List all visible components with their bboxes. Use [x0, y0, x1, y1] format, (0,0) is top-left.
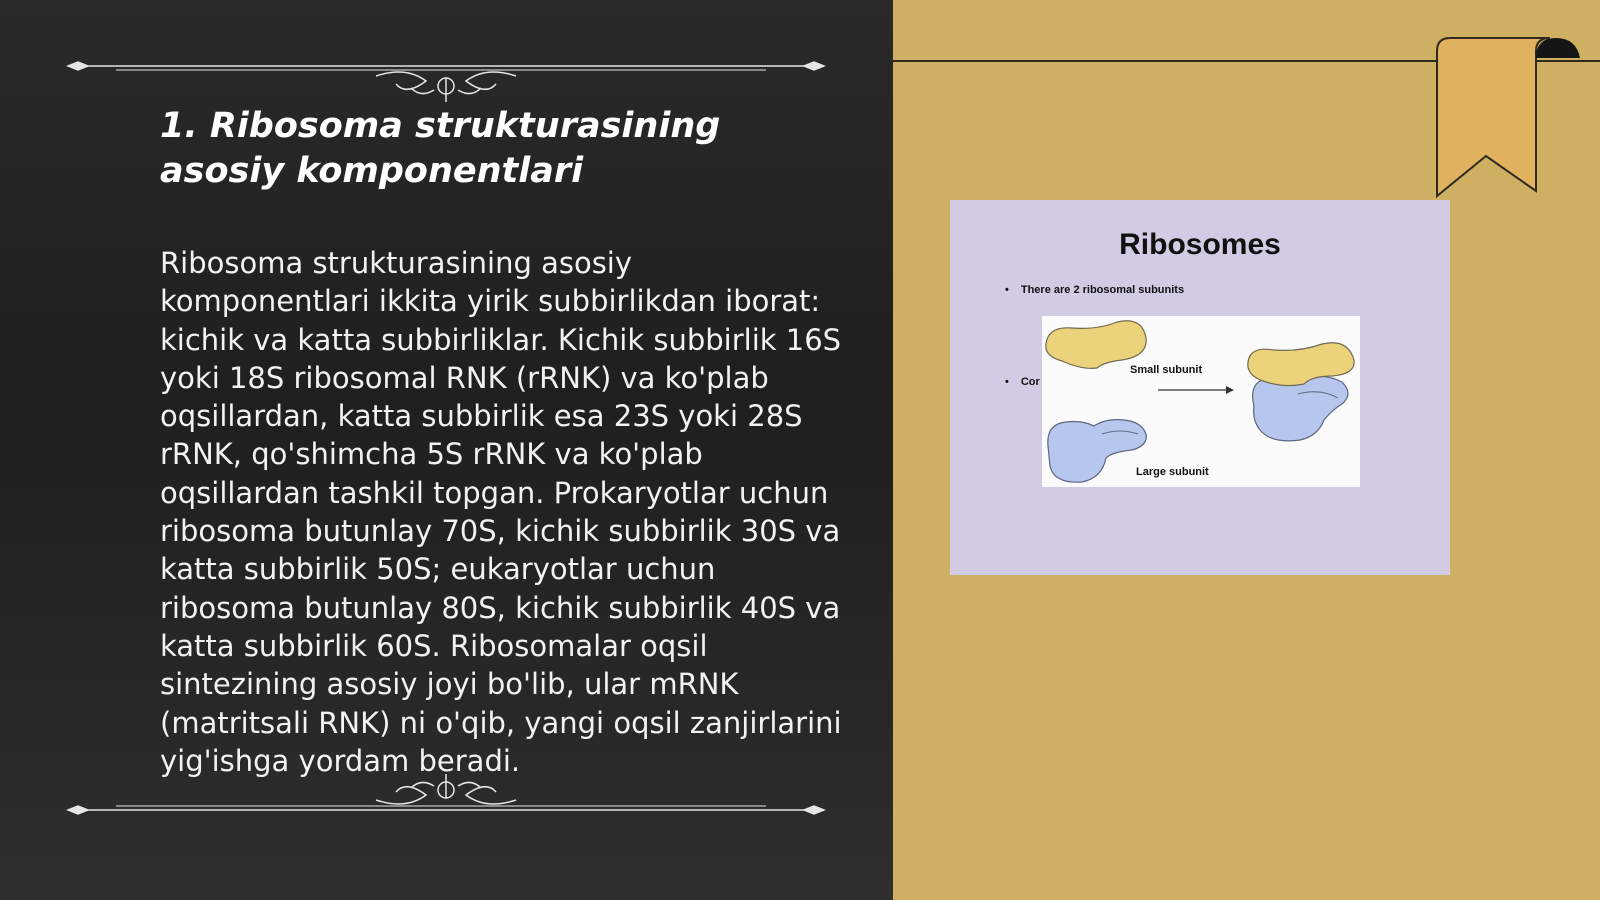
image-title: Ribosomes	[1119, 228, 1281, 261]
slide-title: 1. Ribosoma strukturasining asosiy komponentlari	[160, 106, 721, 191]
image-bullet	[1005, 376, 1040, 388]
slide-body-text: Ribosoma strukturasining asosiy komponentlari ikkita yirik subbirlikdan iborat: kichik va katta subbirliklar. Kichik subbirlik 16S yoki 18S ribosomal RNK (rRNK) va ko'plab oqsillardan, katta subbirlik esa 23S yoki 28S rRNK, qo'shimcha 5S rRNK va ko'plab oqsillardan tashkil topgan. Prokaryotlar uchun ribosoma butunlay 70S, kichik subbirlik 30S va katta subbirlik 50S; eukaryotlar uchun ribosoma butunlay 80S, kichik subbirlik 40S va katta subbirlik 60S. Ribosomalar oqsil sintezining asosiy joyi bo'lib, ular mRNK (matritsali RNK) ni o'qib, yangi oqsil zanjirlarini yig'ishga yordam beradi.	[160, 246, 842, 778]
bullet-dot: •	[1005, 376, 1009, 388]
subunit-diagram	[1042, 316, 1360, 487]
bullet-text: There are 2 ribosomal subunits	[1020, 284, 1185, 296]
ribosome-subunits-illustration	[1042, 316, 1360, 487]
bookmark-ribbon-icon	[1430, 36, 1600, 206]
bullet-text: Cor	[1020, 376, 1040, 388]
large-subunit-label: Large subunit	[1136, 466, 1209, 478]
image-bullet	[1005, 284, 1184, 296]
ornament-divider-icon	[66, 46, 826, 106]
bullet-dot: •	[1005, 284, 1009, 296]
ornament-divider-icon	[66, 770, 826, 830]
ribosome-slide-image	[950, 200, 1450, 575]
small-subunit-label: Small subunit	[1130, 364, 1203, 376]
